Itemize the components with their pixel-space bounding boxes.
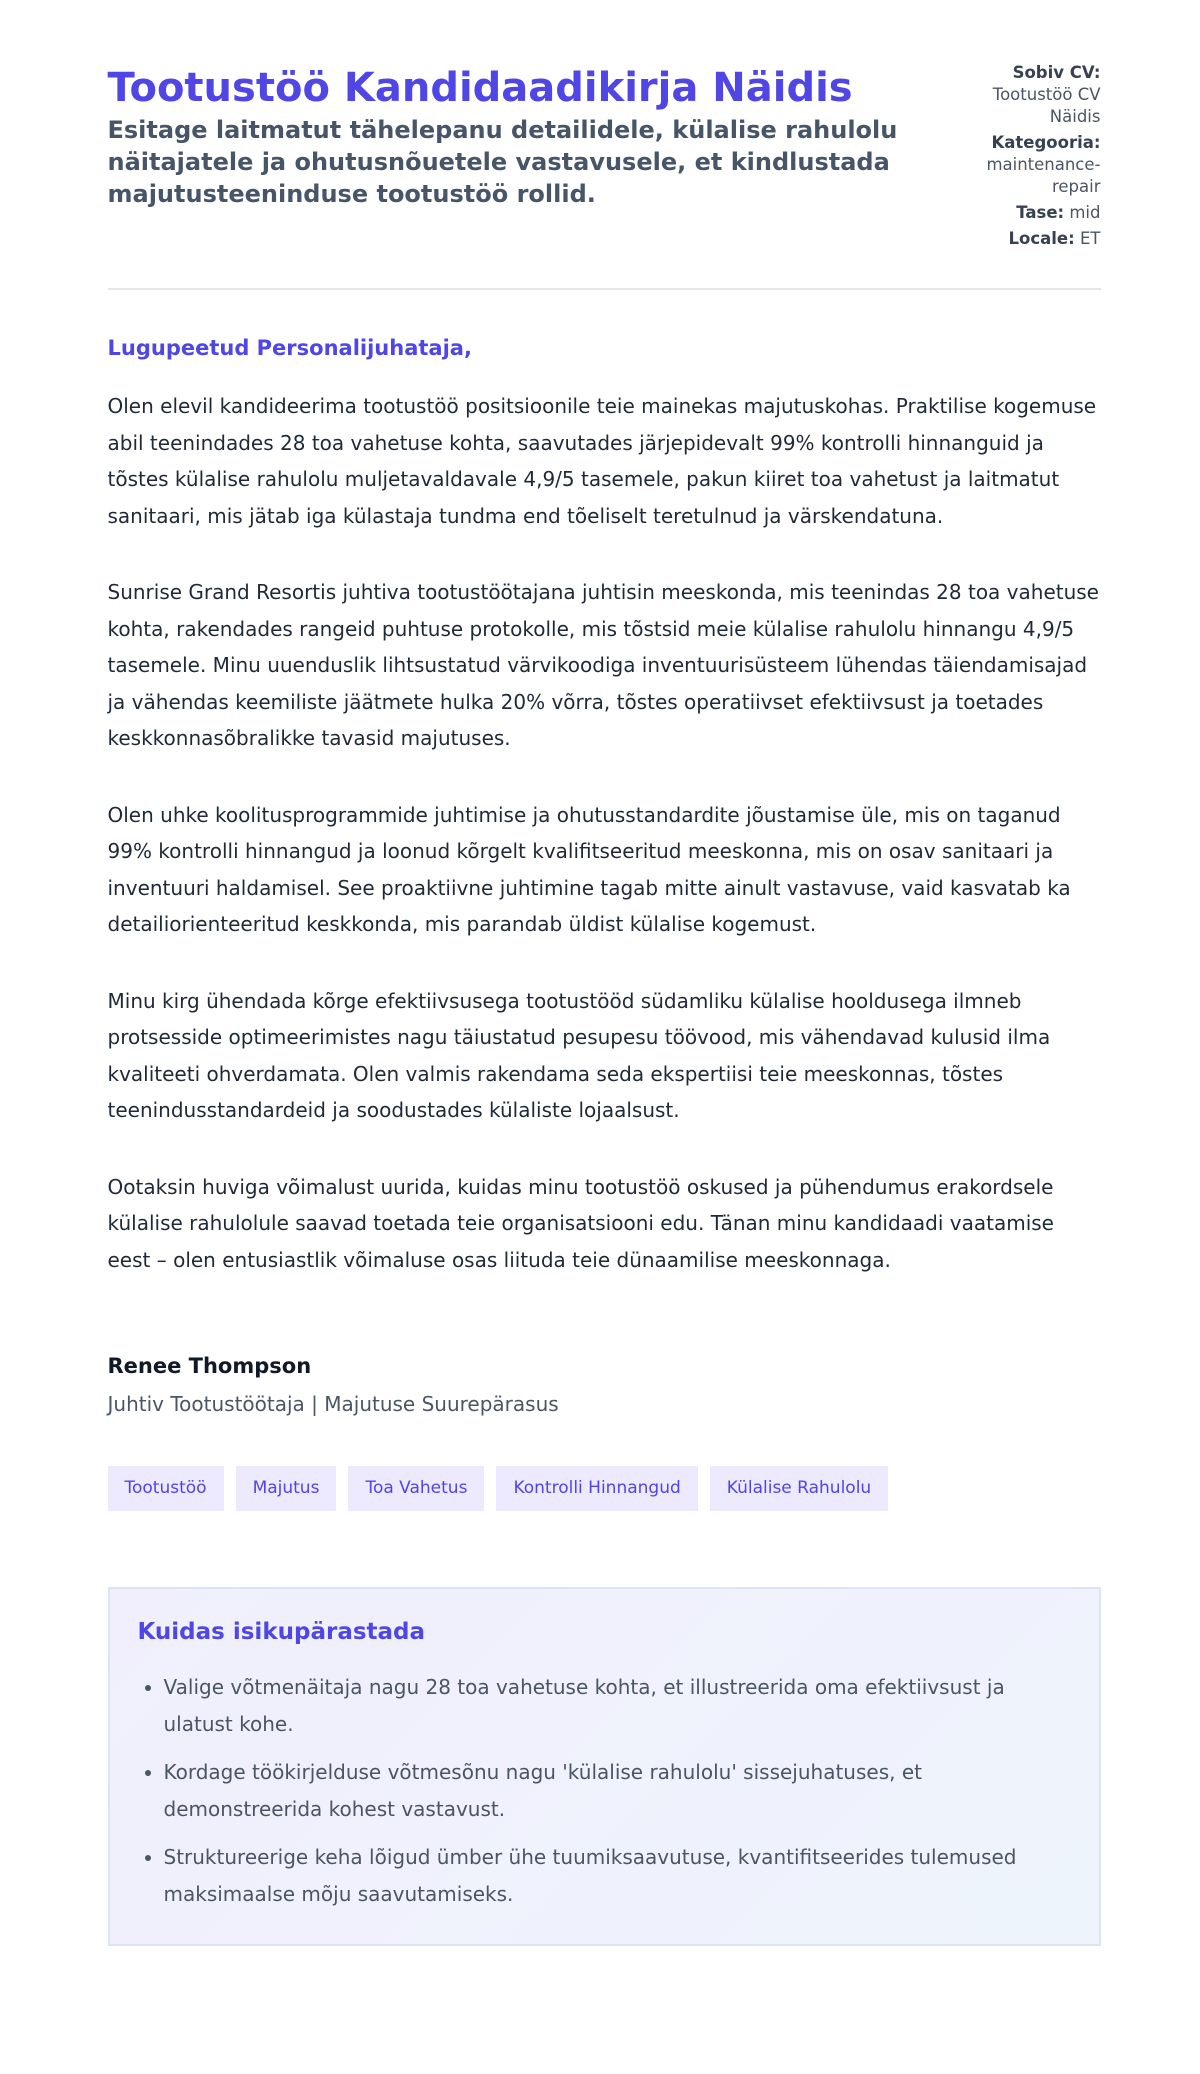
tips-title: Kuidas isikupärastada	[137, 1619, 426, 1645]
tag: Külalise Rahulolu	[710, 1466, 888, 1511]
tag: Majutus	[236, 1466, 337, 1511]
paragraph: Olen elevil kandideerima tootustöö positsioonile teie mainekas majutuskohas. Praktilise kogemuse abil teenindades 28 toa vahetuse kohta, saavutades järjepidevalt 99% kontrolli hinnanguid ja tõstes külalise rahulolu muljetavaldavale 4,9/5 tasemele, pakun kiiret toa vahetust ja laitmatut sanitaari, mis jätab iga külastaja tundma end tõeliselt teretulnud ja värskendatuna.	[107, 394, 1097, 528]
cv-label: Sobiv CV:	[1012, 63, 1101, 82]
tag-list	[108, 1466, 1101, 1511]
tag: Kontrolli Hinnangud	[496, 1466, 697, 1511]
paragraph: Olen uhke koolitusprogrammide juhtimise ja ohutusstandardite jõustamise üle, mis on taganud 99% kontrolli hinnangud ja loonud kõrgelt kvalifitseeritud meeskonna, mis on osav sanitaari ja inventuuri haldamisel. See proaktiivne juhtimine tagab mitte ainult vastavuse, vaid kasvatab ka detailiorienteeritud keskkonda, mis parandab üldist külalise kogemust.	[107, 802, 1071, 936]
tip-item: • Struktureerige keha lõigud ümber ühe tuumiksaavutuse, kvantifitseerides tulemused maksimaalse mõju saavutamiseks.	[164, 1839, 1071, 1912]
tips-list	[138, 1669, 1071, 1912]
tag: Tootustöö	[108, 1466, 224, 1511]
level-label: Tase:	[1016, 203, 1065, 222]
paragraph: Minu kirg ühendada kõrge efektiivsusega tootustööd südamliku külalise hooldusega ilmneb protsesside optimeerimistes nagu täiustatud pesupesu töövood, mis vähendavad kulusid ilma kvaliteeti ohverdamata. Olen valmis rakendama seda ekspertiisi teie meeskonnas, tõstes teenindusstandardeid ja soodustades külaliste lojaalsust.	[107, 988, 1051, 1122]
cv-value: Tootustöö CV Näidis	[992, 85, 1101, 126]
locale-label: Locale:	[1008, 229, 1075, 248]
tip-item: • Valige võtmenäitaja nagu 28 toa vahetuse kohta, et illustreerida oma efektiivsust ja ulatust kohe.	[164, 1669, 1071, 1742]
greeting: Lugupeetud Personalijuhataja,	[107, 336, 472, 360]
paragraph: Ootaksin huviga võimalust uurida, kuidas minu tootustöö oskused ja pühendumus erakordsele külalise rahulolule saavad toetada teie organisatsiooni edu. Tänan minu kandidaadi vaatamise eest – olen entusiastlik võimaluse osas liituda teie dünaamilise meeskonnaga.	[107, 1174, 1054, 1272]
page-subtitle: Esitage laitmatut tähelepanu detailidele, külalise rahulolu näitajatele ja ohutusnõuetele vastavusele, et kindlustada majutusteeninduse tootustöö rollid.	[107, 116, 898, 208]
level-value: mid	[1069, 203, 1101, 222]
locale-value: ET	[1079, 229, 1101, 248]
category-label: Kategooria:	[991, 133, 1101, 152]
signature-name: Renee Thompson	[107, 1354, 312, 1378]
paragraph: Sunrise Grand Resortis juhtiva tootustöötajana juhtisin meeskonda, mis teenindas 28 toa vahetuse kohta, rakendades rangeid puhtuse protokolle, mis tõstsid meie külalise rahulolu hinnangu 4,9/5 tasemele. Minu uuenduslik lihtsustatud värvikoodiga inventuurisüsteem lühendas täiendamisajad ja vähendas keemiliste jäätmete hulka 20% võrra, tõstes operatiivset efektiivsust ja toetades keskkonnasõbralikke tavasid majutuses.	[107, 580, 1099, 750]
cover-letter-page	[108, 0, 1101, 1999]
meta-panel	[971, 62, 1101, 254]
category-value: maintenance-repair	[986, 155, 1101, 196]
tag: Toa Vahetus	[348, 1466, 484, 1511]
tip-item: • Kordage töökirjelduse võtmesõnu nagu 'külalise rahulolu' sissejuhatuses, et demonstreerida kohest vastavust.	[164, 1754, 1071, 1827]
personalization-tips	[108, 1587, 1101, 1946]
signature-title: Juhtiv Tootustöötaja | Majutuse Suurepärasus	[107, 1392, 559, 1416]
header	[108, 62, 1101, 290]
page-title: Tootustöö Kandidaadikirja Näidis	[107, 65, 853, 111]
